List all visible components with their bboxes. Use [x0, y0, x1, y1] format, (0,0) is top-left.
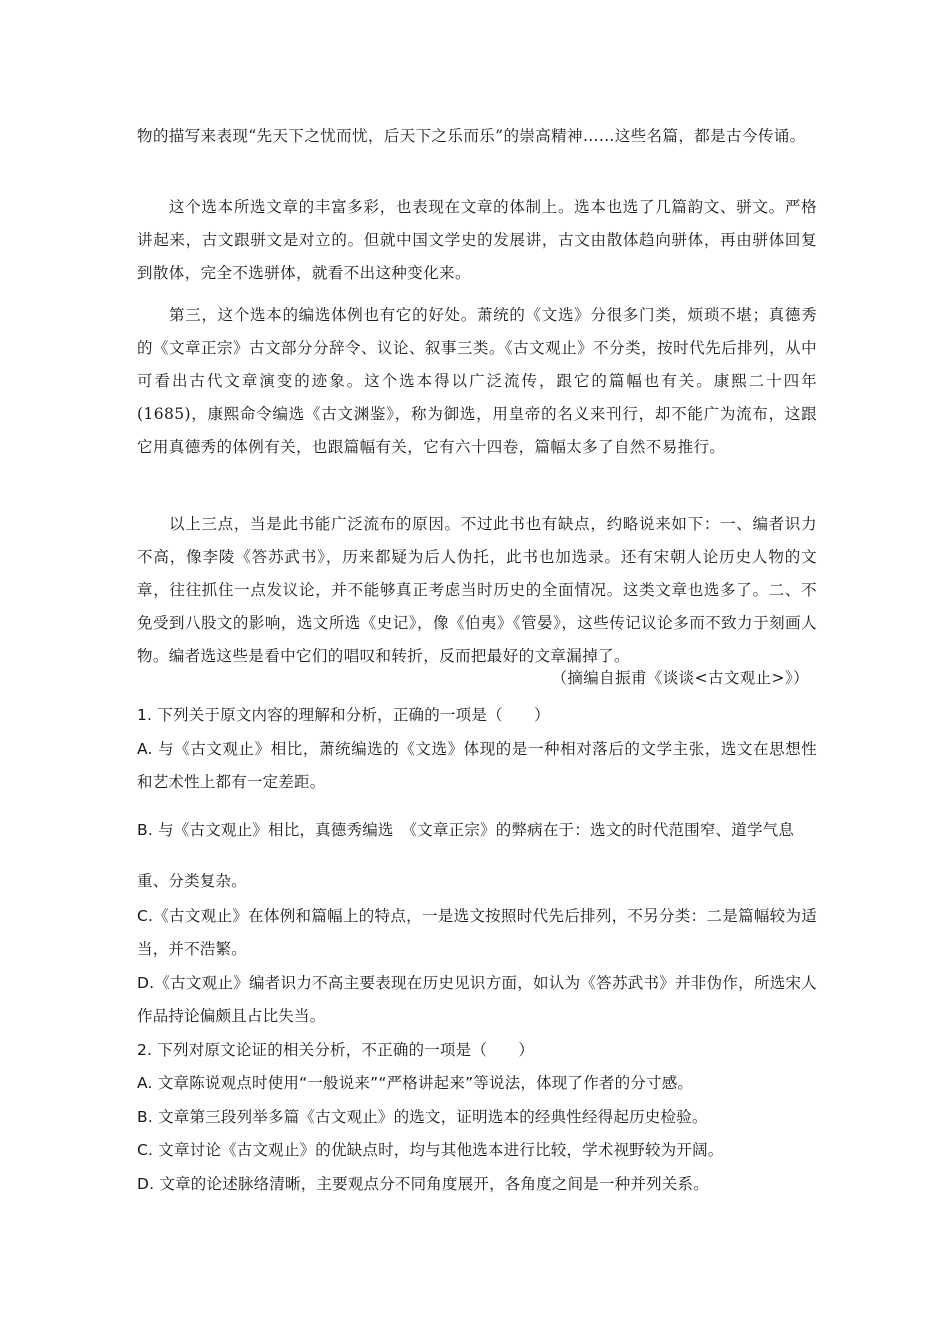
question-1-stem: 1. 下列关于原文内容的理解和分析，正确的一项是（ ）	[137, 706, 550, 724]
passage-paragraph-style: 这个选本所选文章的丰富多彩，也表现在文章的体制上。选本也选了几篇韵文、骈文。严格讲起来，古文跟骈文是对立的。但就中国文学史的发展讲，古文由散体趋向骈体，再由骈体回复到散体，完全不选骈体，就看不出这种变化来。	[137, 198, 817, 282]
question-2-option-c: C. 文章讨论《古文观止》的优缺点时，均与其他选本进行比较，学术视野较为开阔。	[137, 1141, 724, 1159]
question-1-option-b: B. 与《古文观止》相比，真德秀编选 《文章正宗》的弊病在于：选文的时代范围窄、道学气息	[137, 821, 795, 839]
question-2-option-b: B. 文章第三段列举多篇《古文观止》的选文，证明选本的经典性经得起历史检验。	[137, 1108, 708, 1126]
passage-paragraph-third: 第三，这个选本的编选体例也有它的好处。萧统的《文选》分很多门类，烦琐不堪；真德秀的《文章正宗》古文部分分辞令、议论、叙事三类。《古文观止》不分类，按时代先后排列，从中可看出古代文章演变的迹象。这个选本得以广泛流传，跟它的篇幅也有关。康熙二十四年(1685)，康熙命令编选《古文渊鉴》，称为御选，用皇帝的名义来刊行，却不能广为流布，这跟它用真德秀的体例有关，也跟篇幅有关，它有六十四卷，篇幅太多了自然不易推行。	[137, 306, 817, 456]
passage-source: （摘编自振甫《谈谈<古文观止>》）	[551, 669, 809, 687]
question-1-option-a: A. 与《古文观止》相比，萧统编选的《文选》体现的是一种相对落后的文学主张，选文在思想性和艺术性上都有一定差距。	[137, 740, 817, 791]
question-2-option-a: A. 文章陈说观点时使用“一般说来”“严格讲起来”等说法，体现了作者的分寸感。	[137, 1074, 694, 1092]
question-1-option-b-cont: 重、分类复杂。	[137, 872, 247, 890]
passage-paragraph-summary: 以上三点，当是此书能广泛流布的原因。不过此书也有缺点，约略说来如下：一、编者识力不高，像李陵《答苏武书》，历来都疑为后人伪托，此书也加选录。还有宋朝人论历史人物的文章，往往抓住一点发议论，并不能够真正考虑当时历史的全面情况。这类文章也选多了。二、不免受到八股文的影响，选文所选《史记》，像《伯夷》《管晏》，这些传记议论多而不致力于刻画人物。编者选这些是看中它们的唱叹和转折，反而把最好的文章漏掉了。	[137, 515, 817, 665]
question-1-option-d: D.《古文观止》编者识力不高主要表现在历史见识方面，如认为《答苏武书》并非伪作，所选宋人作品持论偏颇且占比失当。	[137, 974, 817, 1025]
question-2-option-d: D. 文章的论述脉络清晰，主要观点分不同角度展开，各角度之间是一种并列关系。	[137, 1175, 709, 1193]
passage-paragraph-continuation: 物的描写来表现“先天下之忧而忧，后天下之乐而乐”的崇高精神……这些名篇，都是古今传诵。	[137, 127, 806, 145]
question-2-stem: 2. 下列对原文论证的相关分析，不正确的一项是（ ）	[137, 1041, 535, 1059]
question-1-option-c: C.《古文观止》在体例和篇幅上的特点，一是选文按照时代先后排列，不另分类：二是篇幅较为适当，并不浩繁。	[137, 907, 817, 958]
